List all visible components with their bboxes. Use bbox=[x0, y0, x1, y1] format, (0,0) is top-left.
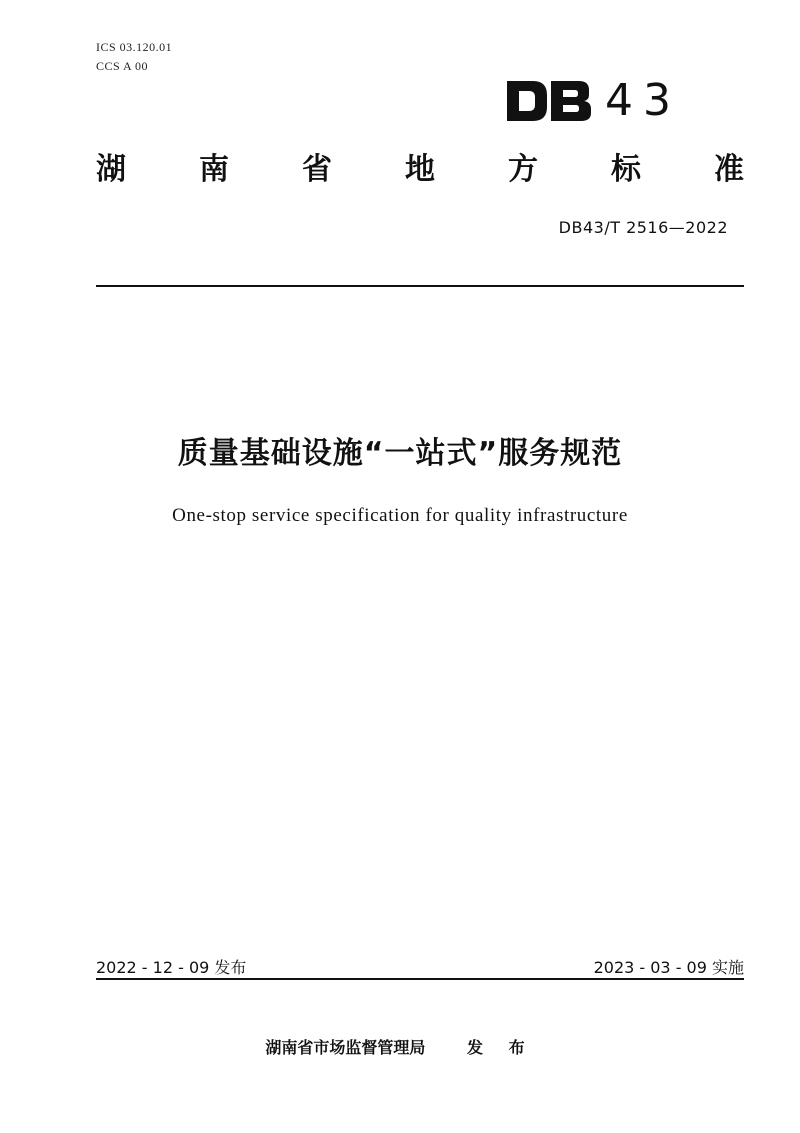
db-mark bbox=[505, 76, 681, 126]
ccs-code: CCS A 00 bbox=[96, 59, 149, 73]
category-char: 地 bbox=[405, 152, 435, 187]
publisher-action: 发 布 bbox=[467, 1038, 535, 1057]
top-divider bbox=[96, 285, 744, 287]
standard-code: DB43/T 2516—2022 bbox=[558, 218, 728, 237]
title-english: One-stop service specification for quality infrastructure bbox=[172, 505, 628, 526]
publisher-organization: 湖南省市场监督管理局 bbox=[265, 1038, 426, 1057]
db-province-number: 43 bbox=[605, 75, 681, 126]
category-char: 南 bbox=[199, 152, 229, 187]
implementation-date: 2023 - 03 - 09 实施 bbox=[593, 958, 744, 977]
bottom-divider bbox=[96, 978, 744, 980]
issue-date: 2022 - 12 - 09 发布 bbox=[96, 958, 247, 977]
db-logo bbox=[505, 79, 593, 123]
category-char: 省 bbox=[302, 152, 332, 187]
publisher bbox=[0, 1035, 800, 1058]
standard-category bbox=[96, 148, 744, 192]
ics-code: ICS 03.120.01 bbox=[96, 40, 173, 54]
title-chinese: 质量基础设施“一站式”服务规范 bbox=[177, 436, 623, 471]
category-char: 方 bbox=[508, 152, 538, 187]
category-char: 准 bbox=[714, 152, 744, 187]
category-char: 湖 bbox=[96, 152, 126, 187]
category-char: 标 bbox=[611, 152, 641, 187]
